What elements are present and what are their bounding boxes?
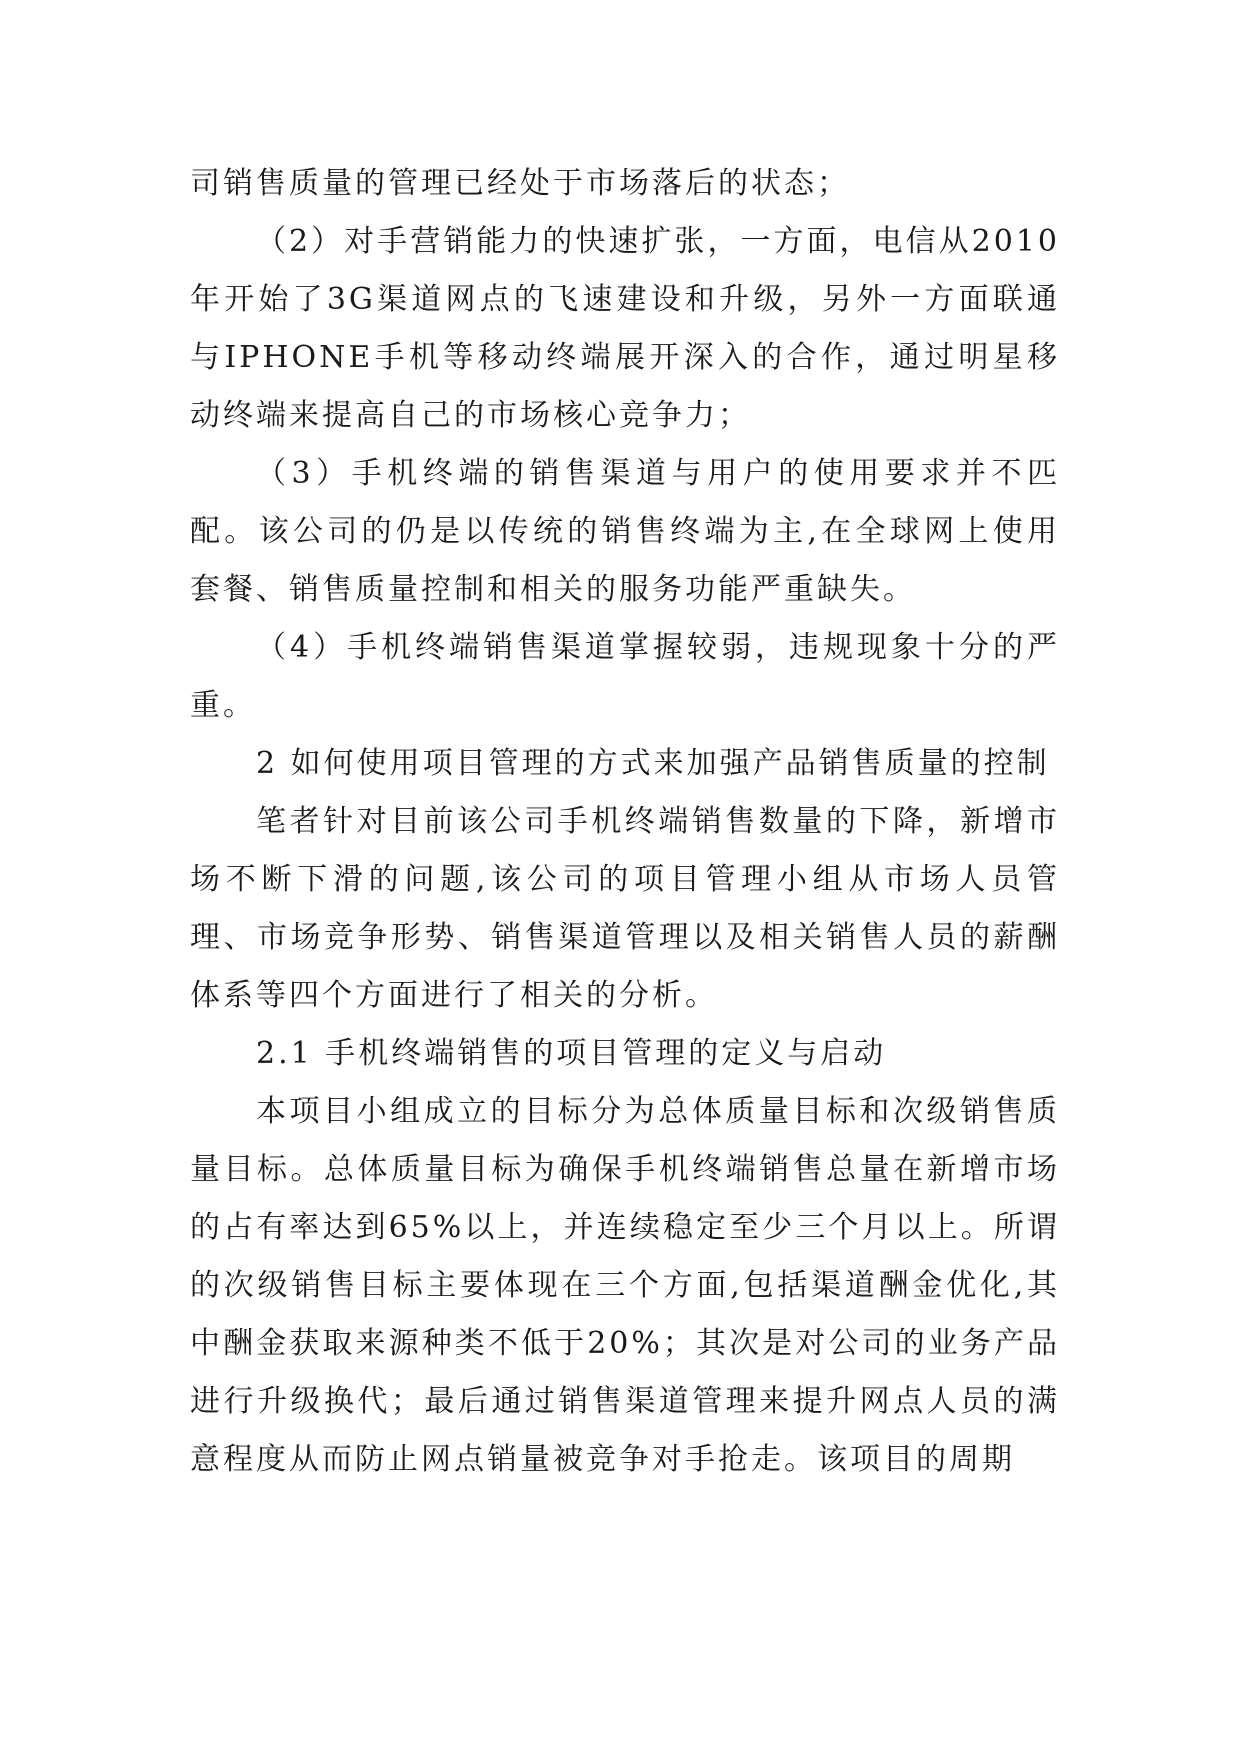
paragraph-objectives: 本项目小组成立的目标分为总体质量目标和次级销售质量目标。总体质量目标为确保手机终端销售总量在新增市场的占有率达到65%以上，并连续稳定至少三个月以上。所谓的次级销售目标主要体现在三个方面,包括渠道酬金优化,其中酬金获取来源种类不低于20%；其次是对公司的业务产品进行升级换代；最后通过销售渠道管理来提升网点人员的满意程度从而防止网点销量被竞争对手抢走。该项目的周期: [190, 1094, 1060, 1477]
paragraph-item-3: （3）手机终端的销售渠道与用户的使用要求并不匹配。该公司的仍是以传统的销售终端为主,在全球网上使用套餐、销售质量控制和相关的服务功能严重缺失。: [190, 456, 1060, 607]
section-heading-2: 2 如何使用项目管理的方式来加强产品销售质量的控制: [256, 746, 1050, 781]
paragraph-continued: 司销售质量的管理已经处于市场落后的状态；: [190, 166, 850, 201]
document-body: [190, 155, 1060, 1489]
paragraph-analysis: 笔者针对目前该公司手机终端销售数量的下降，新增市场不断下滑的问题,该公司的项目管理小组从市场人员管理、市场竞争形势、销售渠道管理以及相关销售人员的薪酬体系等四个方面进行了相关的分析。: [190, 804, 1060, 1013]
section-heading-2-1: 2.1 手机终端销售的项目管理的定义与启动: [256, 1036, 887, 1071]
paragraph-item-2: （2）对手营销能力的快速扩张，一方面，电信从2010年开始了3G渠道网点的飞速建设和升级，另外一方面联通与IPHONE手机等移动终端展开深入的合作，通过明星移动终端来提高自己的市场核心竞争力；: [190, 224, 1060, 433]
paragraph-item-4: （4）手机终端销售渠道掌握较弱，违规现象十分的严重。: [190, 630, 1060, 723]
